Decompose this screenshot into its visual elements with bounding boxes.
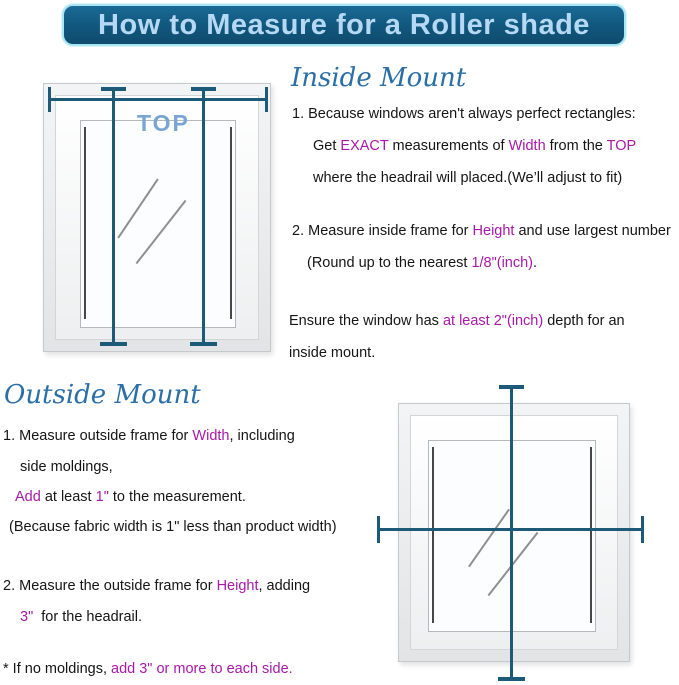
outside-height-cap-top bbox=[499, 385, 524, 389]
inside-step1-line1 bbox=[292, 106, 636, 122]
window-glass bbox=[80, 120, 236, 328]
text: (Because fabric width is 1" less than product width) bbox=[9, 519, 337, 535]
highlight-exact: EXACT bbox=[340, 138, 389, 154]
text: Ensure the window has bbox=[289, 313, 443, 329]
highlight-width: Width bbox=[508, 138, 546, 154]
inside-step1-line3 bbox=[313, 170, 622, 186]
height-measure-cap-bottom-left bbox=[100, 342, 127, 346]
outside-width-measure-line bbox=[378, 528, 643, 531]
highlight-three-inch: 3" bbox=[20, 609, 34, 625]
text: at least bbox=[40, 489, 96, 505]
highlight-add-three: add 3" or more to each side. bbox=[111, 661, 293, 677]
outside-step1-line1 bbox=[3, 428, 295, 444]
glass-reflection-line bbox=[488, 532, 539, 596]
text: (Round up to the nearest bbox=[307, 255, 472, 271]
top-label: TOP bbox=[137, 110, 190, 136]
text: depth for an bbox=[543, 313, 625, 329]
glass-reflection-line bbox=[468, 509, 510, 567]
outside-step2-line2 bbox=[20, 609, 142, 625]
inside-depth-note-line1 bbox=[289, 313, 625, 329]
text: inside mount. bbox=[289, 345, 376, 361]
highlight-height: Height bbox=[472, 223, 515, 239]
page-title: How to Measure for a Roller shade bbox=[98, 8, 590, 41]
width-dimension-tick-right bbox=[265, 87, 268, 112]
outside-step1-line3 bbox=[15, 489, 246, 505]
text: 2. Measure inside frame for bbox=[292, 223, 473, 239]
outside-moldings-note bbox=[3, 661, 293, 677]
outside-width-tick-left bbox=[377, 516, 380, 543]
inside-step1-line2 bbox=[313, 138, 636, 154]
highlight-one-inch: 1" bbox=[95, 489, 109, 505]
inside-step2-line2 bbox=[307, 255, 537, 271]
text: to the measurement. bbox=[108, 489, 246, 505]
text: where the headrail will placed.(We’ll adjust to fit) bbox=[313, 170, 623, 186]
text: for the headrail. bbox=[33, 609, 143, 625]
height-measure-line-left bbox=[112, 89, 115, 345]
text: from the bbox=[545, 138, 607, 154]
highlight-add: Add bbox=[15, 489, 41, 505]
text: 1. Measure outside frame for bbox=[3, 428, 193, 444]
height-measure-cap-top-left bbox=[101, 87, 126, 91]
text: Get bbox=[313, 138, 341, 154]
outside-width-tick-right bbox=[641, 516, 644, 543]
text: 2. Measure the outside frame for bbox=[3, 578, 217, 594]
glass-reflection-line bbox=[136, 200, 187, 264]
sash-line-right bbox=[230, 127, 232, 319]
highlight-depth: at least 2"(inch) bbox=[442, 313, 544, 329]
text: * If no moldings, bbox=[3, 661, 111, 677]
height-measure-cap-top-right bbox=[191, 87, 216, 91]
highlight-width: Width bbox=[192, 428, 230, 444]
sash-line-right bbox=[590, 447, 592, 623]
sash-line-left bbox=[84, 127, 86, 319]
height-measure-line-right bbox=[202, 89, 205, 345]
glass-reflection-line bbox=[117, 179, 158, 239]
outside-mount-heading: Outside Mount bbox=[4, 380, 201, 410]
outside-step1-line2 bbox=[20, 459, 113, 475]
text: , including bbox=[229, 428, 295, 444]
text: 1. Because windows aren't always perfect rectangles: bbox=[292, 106, 636, 122]
text: side moldings, bbox=[20, 459, 113, 475]
inside-step2-line1 bbox=[292, 223, 671, 239]
highlight-eighth-inch: 1/8"(inch) bbox=[471, 255, 534, 271]
inside-mount-heading: Inside Mount bbox=[291, 63, 467, 93]
text: and use largest number bbox=[514, 223, 671, 239]
sash-line-left bbox=[432, 447, 434, 623]
width-dimension-tick-left bbox=[48, 87, 51, 112]
highlight-height: Height bbox=[216, 578, 259, 594]
text: . bbox=[533, 255, 538, 271]
height-measure-cap-bottom-right bbox=[190, 342, 217, 346]
highlight-top: TOP bbox=[606, 138, 637, 154]
outside-step2-line1 bbox=[3, 578, 310, 594]
outside-height-cap-bottom bbox=[498, 677, 525, 681]
outside-step1-line4 bbox=[9, 519, 337, 535]
title-banner bbox=[62, 4, 626, 46]
outside-height-measure-line bbox=[510, 387, 513, 680]
width-dimension-line bbox=[49, 98, 267, 101]
outside-mount-window-illustration bbox=[398, 403, 630, 662]
inside-depth-note-line2 bbox=[289, 345, 375, 361]
text: , adding bbox=[258, 578, 311, 594]
text: measurements of bbox=[388, 138, 509, 154]
